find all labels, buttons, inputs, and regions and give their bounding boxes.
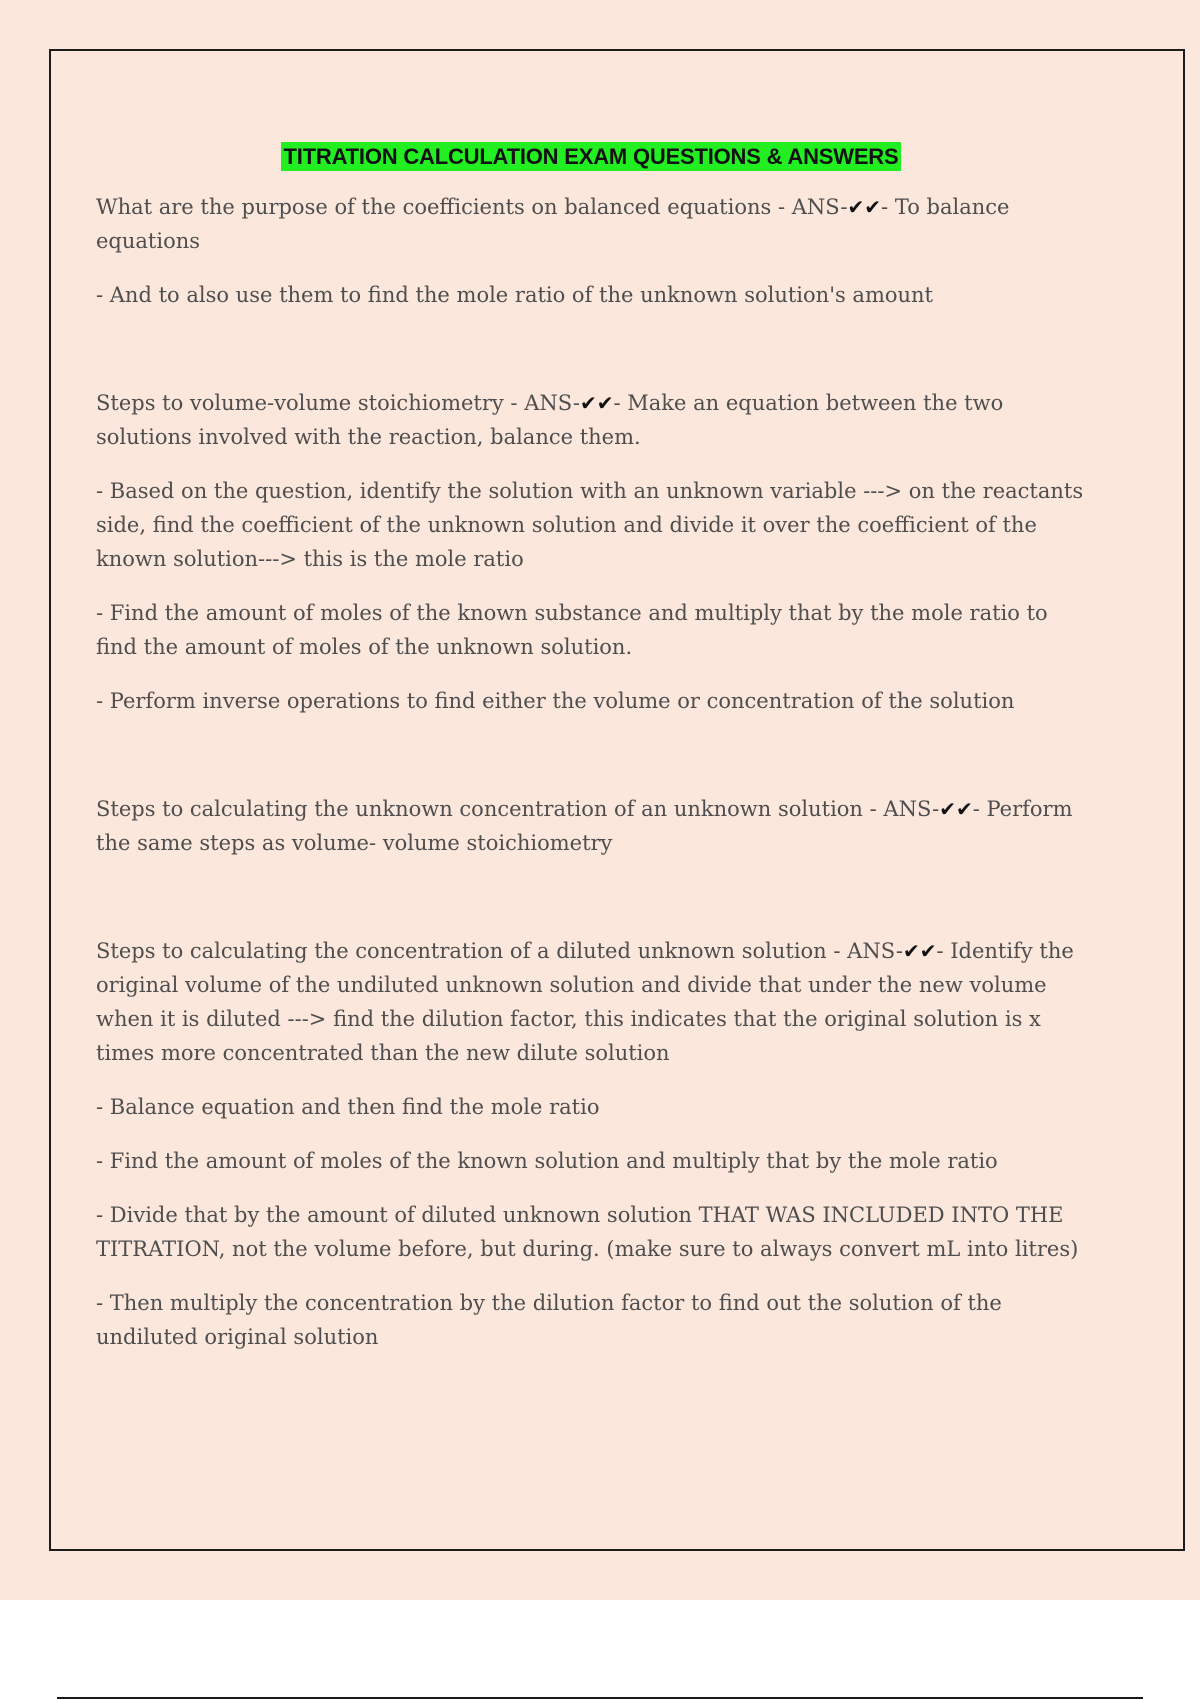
answer-3-text: - Perform the same steps as volume- volume stoichiometry bbox=[96, 797, 1073, 855]
question-1 bbox=[96, 190, 1086, 258]
question-4 bbox=[96, 934, 1086, 1070]
answer-4-bullet: - Divide that by the amount of diluted unknown solution THAT WAS INCLUDED INTO THE TITRATION, not the volume before, but during. (make sure to always convert mL into litres) bbox=[96, 1203, 1079, 1261]
document-title: TITRATION CALCULATION EXAM QUESTIONS & ANSWERS bbox=[281, 142, 902, 171]
answer-2-bullet: - Find the amount of moles of the known substance and multiply that by the mole ratio to find the amount of moles of the unknown solution. bbox=[96, 601, 1048, 659]
question-1-text: What are the purpose of the coefficients on balanced equations - ANS- bbox=[96, 195, 848, 219]
answer-1-bullet: - And to also use them to find the mole ratio of the unknown solution's amount bbox=[96, 283, 933, 307]
question-2 bbox=[96, 386, 1086, 454]
question-2-text: Steps to volume-volume stoichiometry - ANS- bbox=[96, 391, 580, 415]
document-body bbox=[96, 92, 1086, 1374]
question-3-text: Steps to calculating the unknown concentration of an unknown solution - ANS- bbox=[96, 797, 940, 821]
footer-rule bbox=[57, 1697, 1143, 1699]
answer-4-bullet: - Then multiply the concentration by the dilution factor to find out the solution of the undiluted original solution bbox=[96, 1291, 1002, 1349]
checkmark-icon: ✔✔ bbox=[939, 797, 973, 821]
question-3 bbox=[96, 792, 1086, 860]
answer-2-text: - Make an equation between the two solutions involved with the reaction, balance them. bbox=[96, 391, 1004, 449]
checkmark-icon: ✔✔ bbox=[847, 195, 882, 219]
answer-4-text: - Identify the original volume of the undiluted unknown solution and divide that under the new volume when it is diluted ---> find the dilution factor, this indicates that the original solution is x times more concentrated than the new dilute solution bbox=[96, 939, 1074, 1065]
answer-2-bullet: - Perform inverse operations to find either the volume or concentration of the solution bbox=[96, 689, 1015, 713]
spacer bbox=[96, 738, 1086, 792]
answer-4-bullet: - Balance equation and then find the mole ratio bbox=[96, 1095, 600, 1119]
answer-4-bullet: - Find the amount of moles of the known solution and multiply that by the mole ratio bbox=[96, 1149, 998, 1173]
checkmark-icon: ✔✔ bbox=[580, 391, 614, 415]
checkmark-icon: ✔✔ bbox=[902, 939, 937, 963]
answer-2-bullet: - Based on the question, identify the solution with an unknown variable ---> on the reactants side, find the coefficient of the unknown solution and divide it over the coefficient of the known solution---> this is the mole ratio bbox=[96, 479, 1084, 571]
title-wrap bbox=[96, 144, 1086, 170]
question-4-text: Steps to calculating the concentration of a diluted unknown solution - ANS- bbox=[96, 939, 903, 963]
answer-1-text: - To balance equations bbox=[96, 195, 1010, 253]
spacer bbox=[96, 880, 1086, 934]
spacer bbox=[96, 332, 1086, 386]
